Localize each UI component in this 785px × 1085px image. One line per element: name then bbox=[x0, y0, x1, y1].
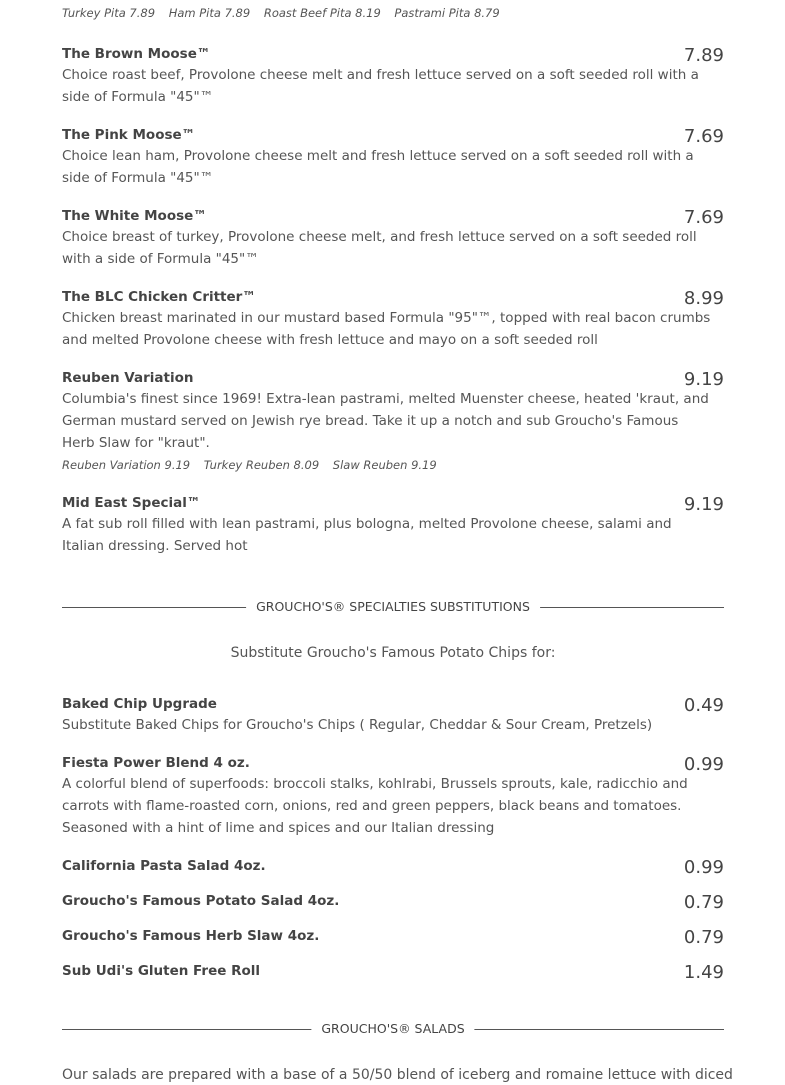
section-title: GROUCHO'S® SALADS bbox=[311, 1021, 474, 1036]
item-name: The Brown Moose™ bbox=[62, 46, 211, 62]
item-description: Choice lean ham, Provolone cheese melt and fresh lettuce served on a soft seeded roll with a side of Formula "45"™ bbox=[62, 148, 694, 186]
item-price: 0.99 bbox=[683, 857, 724, 878]
item-name: California Pasta Salad 4oz. bbox=[62, 858, 266, 874]
item-name: The BLC Chicken Critter™ bbox=[62, 289, 256, 305]
variant-price: Slaw Reuben 9.19 bbox=[332, 458, 437, 472]
item-name: Sub Udi's Gluten Free Roll bbox=[62, 963, 261, 979]
item-name: The White Moose™ bbox=[62, 208, 207, 224]
menu-item-pink-moose bbox=[62, 125, 724, 189]
section-header-substitutions bbox=[62, 597, 724, 617]
menu-item-blc-chicken-critter bbox=[62, 287, 724, 351]
item-name: Fiesta Power Blend 4 oz. bbox=[62, 755, 250, 771]
variant-price: Turkey Reuben 8.09 bbox=[203, 458, 320, 472]
item-name: Mid East Special™ bbox=[62, 495, 201, 511]
variant-price: Turkey Pita 7.89 bbox=[62, 6, 156, 20]
item-name: The Pink Moose™ bbox=[62, 127, 196, 143]
variant-price: Reuben Variation 9.19 bbox=[62, 458, 191, 472]
menu-item-potato-salad bbox=[62, 891, 724, 911]
section-header-salads bbox=[62, 1019, 724, 1039]
menu-item-white-moose bbox=[62, 206, 724, 270]
section-title: GROUCHO'S® SPECIALTIES SUBSTITUTIONS bbox=[246, 599, 540, 614]
item-name: Groucho's Famous Potato Salad 4oz. bbox=[62, 893, 340, 909]
item-price: 7.69 bbox=[683, 126, 724, 147]
menu-item-gluten-free-roll bbox=[62, 961, 724, 981]
item-description: Choice breast of turkey, Provolone cheese melt, and fresh lettuce served on a soft seeded roll with a side of Formula "45"™ bbox=[62, 229, 697, 267]
item-name: Groucho's Famous Herb Slaw 4oz. bbox=[62, 928, 320, 944]
menu-item-fiesta-power-blend bbox=[62, 753, 724, 839]
menu-item-reuben-variation bbox=[62, 368, 724, 472]
item-price: 7.89 bbox=[683, 45, 724, 66]
menu-item-california-pasta-salad bbox=[62, 856, 724, 876]
item-price: 8.99 bbox=[683, 288, 724, 309]
menu-item-brown-moose bbox=[62, 44, 724, 108]
item-price: 7.69 bbox=[683, 207, 724, 228]
menu-item-mid-east-special bbox=[62, 493, 724, 557]
reuben-variants bbox=[62, 458, 724, 472]
item-description: A colorful blend of superfoods: broccoli stalks, kohlrabi, Brussels sprouts, kale, radicchio and carrots with flame-roasted corn, onions, red and green peppers, black beans and tomatoes. Seasoned with a hint of lime and spices and our Italian dressing bbox=[62, 776, 688, 836]
section-intro: Substitute Groucho's Famous Potato Chips for: bbox=[230, 645, 556, 661]
variant-price: Ham Pita 7.89 bbox=[168, 6, 251, 20]
item-description: Columbia's finest since 1969! Extra-lean pastrami, melted Muenster cheese, heated 'kraut, and German mustard served on Jewish rye bread. Take it up a notch and sub Groucho's Famous Herb Slaw for "kraut". bbox=[62, 391, 709, 451]
section-intro: Our salads are prepared with a base of a 50/50 blend of iceberg and romaine lettuce with diced bbox=[62, 1067, 733, 1083]
item-price: 0.49 bbox=[683, 695, 724, 716]
item-price: 0.79 bbox=[683, 892, 724, 913]
item-price: 0.79 bbox=[683, 927, 724, 948]
item-description: Substitute Baked Chips for Groucho's Chips ( Regular, Cheddar & Sour Cream, Pretzels) bbox=[62, 717, 653, 733]
item-description: A fat sub roll filled with lean pastrami, plus bologna, melted Provolone cheese, salami and Italian dressing. Served hot bbox=[62, 516, 672, 554]
item-price: 1.49 bbox=[683, 962, 724, 983]
item-name: Baked Chip Upgrade bbox=[62, 696, 217, 712]
menu-item-baked-chip-upgrade bbox=[62, 694, 724, 736]
item-description: Chicken breast marinated in our mustard based Formula "95"™, topped with real bacon crumbs and melted Provolone cheese with fresh lettuce and mayo on a soft seeded roll bbox=[62, 310, 711, 348]
item-name: Reuben Variation bbox=[62, 370, 194, 386]
item-description: Choice roast beef, Provolone cheese melt and fresh lettuce served on a soft seeded roll with a side of Formula "45"™ bbox=[62, 67, 699, 105]
menu-item-herb-slaw bbox=[62, 926, 724, 946]
variant-price: Roast Beef Pita 8.19 bbox=[263, 6, 381, 20]
item-price: 9.19 bbox=[683, 369, 724, 390]
item-price: 9.19 bbox=[683, 494, 724, 515]
item-price: 0.99 bbox=[683, 754, 724, 775]
variant-price: Pastrami Pita 8.79 bbox=[394, 6, 500, 20]
pita-variants bbox=[62, 6, 510, 20]
